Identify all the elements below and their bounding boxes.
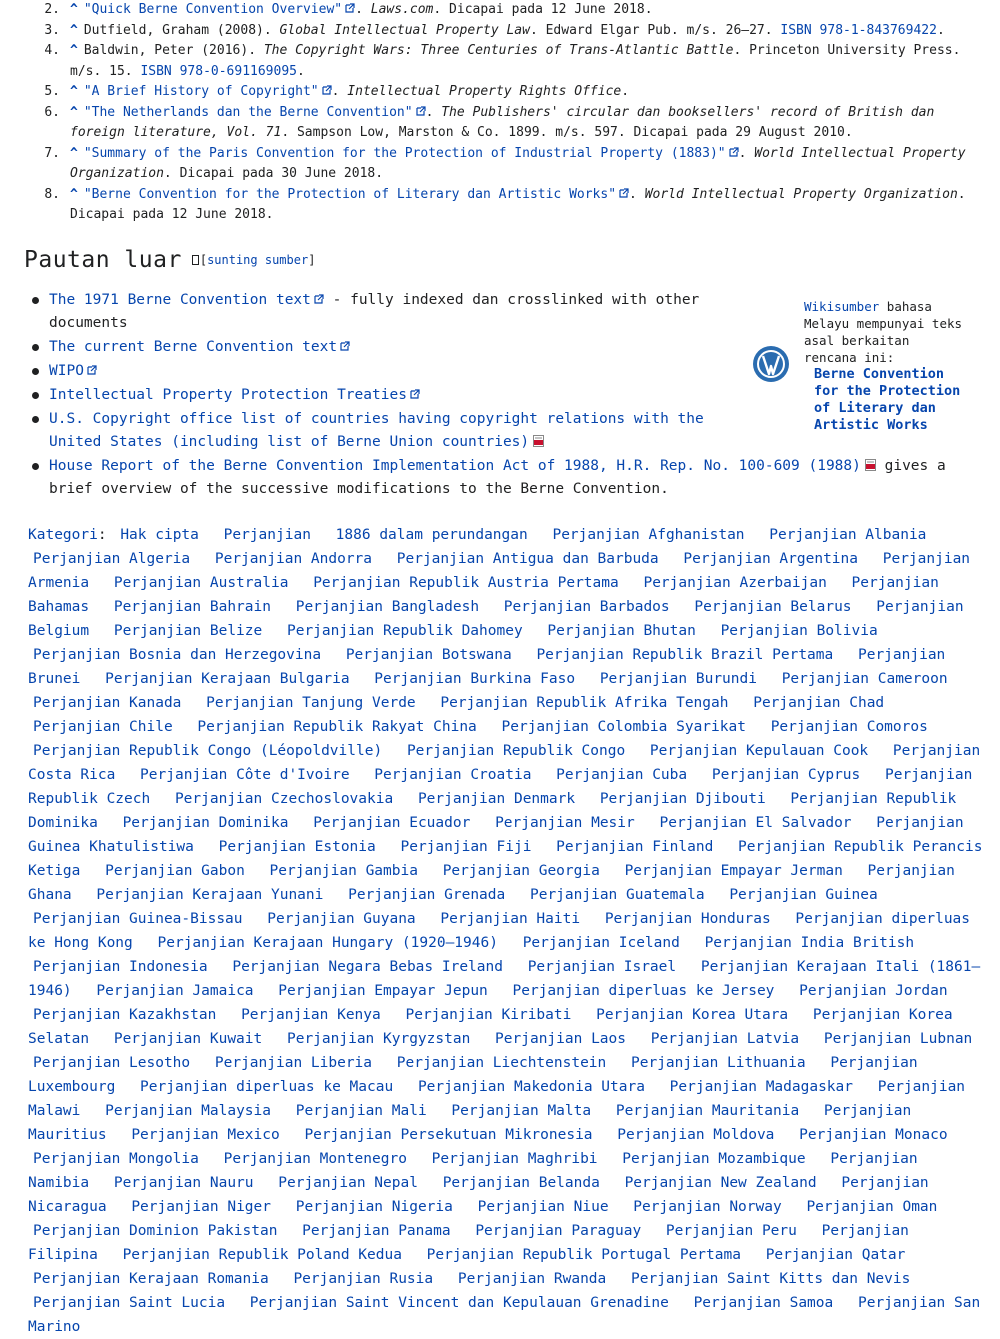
category-link[interactable]: Perjanjian Lithuania [631, 1055, 806, 1071]
category-link[interactable]: Perjanjian Panama [302, 1223, 451, 1239]
category-link[interactable]: Perjanjian Cameroon [781, 671, 948, 687]
category-link[interactable]: Perjanjian Latvia [650, 1031, 800, 1047]
category-link[interactable]: Perjanjian [223, 527, 311, 543]
reference-text: . Princeton University Press. m/s. 15. [70, 43, 961, 79]
category-link[interactable]: Perjanjian Filipina [28, 1223, 909, 1263]
category-link[interactable]: Perjanjian Mesir [495, 815, 635, 831]
category-link[interactable]: Perjanjian Georgia [442, 863, 600, 879]
category-link[interactable]: Perjanjian Oman [806, 1199, 938, 1215]
external-link-icon [345, 3, 355, 13]
category-link[interactable]: Perjanjian Kyrgyzstan [286, 1031, 471, 1047]
external-link-icon [322, 85, 332, 95]
reference-number: 2. [44, 2, 60, 17]
reference-link[interactable]: "A Brief History of Copyright" [84, 84, 332, 99]
external-link[interactable]: WIPO [49, 363, 97, 379]
category-link[interactable]: Perjanjian Honduras [604, 911, 771, 927]
category-link[interactable]: Perjanjian Saint Lucia [33, 1295, 226, 1311]
reference-text: . Dicapai pada 12 June 2018. [70, 186, 966, 222]
reference-item [0, 0, 990, 21]
category-link[interactable]: Perjanjian Montenegro [223, 1151, 407, 1167]
category-link[interactable]: Perjanjian Ghana [28, 863, 955, 903]
category-link[interactable]: Perjanjian Nepal [278, 1175, 418, 1191]
category-link[interactable]: Perjanjian Mongolia [33, 1151, 199, 1167]
edit-source-link[interactable]: sunting sumber [207, 253, 309, 267]
category-link[interactable]: Perjanjian Kanada [33, 695, 182, 711]
category-link[interactable]: Perjanjian Malawi [28, 1079, 966, 1119]
category-link[interactable]: Perjanjian Chad [753, 695, 885, 711]
backlink-caret[interactable]: ^ [70, 2, 78, 17]
category-link[interactable]: Perjanjian Kerajaan Bulgaria [105, 671, 350, 687]
category-link[interactable]: Perjanjian Jamaica [96, 983, 254, 999]
pdf-icon [865, 459, 876, 471]
reference-number: 4. [44, 43, 60, 58]
category-link[interactable]: Perjanjian Saint Kitts dan Nevis [631, 1271, 911, 1287]
reference-text: . [621, 84, 630, 99]
category-link[interactable]: Perjanjian Republik Dominika [28, 791, 957, 831]
section-heading [24, 247, 315, 273]
wikisource-title-link[interactable]: Berne Convention for the Protection of Literary dan Artistic Works [814, 366, 961, 433]
external-link[interactable]: U.S. Copyright office list of countries having copyright relations with the United States (including list of Berne Union countries) [49, 411, 704, 450]
category-link[interactable]: Perjanjian Rwanda [457, 1271, 607, 1287]
category-link[interactable]: Perjanjian Niue [477, 1199, 609, 1215]
category-link[interactable]: Perjanjian diperluas ke Hong Kong [28, 911, 971, 951]
category-link[interactable]: Perjanjian Rusia [293, 1271, 434, 1287]
category-link[interactable]: Perjanjian Haiti [440, 911, 581, 927]
category-link[interactable]: Perjanjian Ecuador [313, 815, 471, 831]
category-link[interactable]: Perjanjian Republik Congo [406, 743, 626, 759]
category-link[interactable]: Perjanjian Belize [113, 623, 263, 639]
reference-link[interactable]: "Berne Convention for the Protection of Literary dan Artistic Works" [84, 187, 629, 202]
category-link[interactable]: Perjanjian Lesotho [33, 1055, 191, 1071]
category-link[interactable]: Perjanjian Grenada [348, 887, 506, 903]
category-link[interactable]: Perjanjian Gabon [105, 863, 245, 879]
category-link[interactable]: Perjanjian Colombia Syarikat [501, 719, 746, 735]
references-list [0, 0, 990, 226]
category-link[interactable]: Perjanjian Mali [295, 1103, 427, 1119]
category-link[interactable]: Perjanjian Israel [527, 959, 677, 975]
reference-publication: The Publishers' circular dan booksellers' record of British dan foreign literature, Vol. 71 [70, 104, 935, 140]
category-link[interactable]: Perjanjian Bhutan [547, 623, 696, 639]
reference-link[interactable]: "Quick Berne Convention Overview" [84, 2, 355, 17]
category-link[interactable]: Perjanjian Nicaragua [28, 1175, 929, 1215]
reference-text: Dutfield, Graham (2008). [83, 22, 280, 38]
category-link[interactable]: Perjanjian Nigeria [295, 1199, 453, 1215]
backlink-caret[interactable]: ^ [70, 186, 78, 202]
category-link[interactable]: Perjanjian Czechoslovakia [174, 791, 394, 807]
category-link[interactable]: Perjanjian Finland [556, 839, 714, 855]
edit-bracket-close: ] [308, 253, 316, 267]
category-link[interactable]: Perjanjian Republik Congo (Léopoldville) [33, 743, 383, 759]
category-link[interactable]: Perjanjian Kuwait [113, 1031, 263, 1047]
category-link[interactable]: Perjanjian Australia [113, 575, 289, 591]
category-link[interactable]: Perjanjian Comoros [770, 719, 928, 735]
reference-text: . Sampson Low, Marston & Co. 1899. m/s. 597. Dicapai pada 29 August 2010. [281, 125, 853, 140]
reference-item [0, 144, 990, 185]
category-link[interactable]: Perjanjian Kazakhstan [33, 1007, 217, 1023]
category-link[interactable]: Perjanjian Liberia [214, 1055, 373, 1071]
category-link[interactable]: Perjanjian Persekutuan Mikronesia [304, 1127, 593, 1143]
reference-text: . [331, 84, 348, 99]
external-link-item [30, 455, 970, 501]
category-link[interactable]: Perjanjian Guinea-Bissau [33, 911, 243, 927]
reference-item [0, 185, 990, 226]
category-link[interactable]: Perjanjian Republik Brazil Pertama [536, 647, 834, 663]
category-link[interactable]: Perjanjian Estonia [218, 839, 376, 855]
category-link[interactable]: Perjanjian Korea Utara [596, 1007, 789, 1023]
category-link[interactable]: Perjanjian Croatia [374, 767, 532, 783]
category-link[interactable]: Perjanjian Mauritius [28, 1103, 912, 1143]
category-link[interactable]: Perjanjian Azerbaijan [643, 575, 827, 591]
category-link[interactable]: Perjanjian Maghribi [431, 1151, 598, 1167]
category-link[interactable]: Perjanjian Republik Perancis Ketiga [28, 839, 983, 879]
category-link[interactable]: Perjanjian Laos [495, 1031, 626, 1047]
category-link[interactable]: Perjanjian Bahamas [28, 575, 939, 615]
category-link[interactable]: Perjanjian Nauru [113, 1175, 254, 1191]
category-link[interactable]: Perjanjian Empayar Jerman [624, 863, 843, 879]
backlink-caret[interactable]: ^ [70, 145, 78, 161]
category-link[interactable]: Hak cipta [120, 527, 199, 543]
categories-label[interactable]: Kategori [28, 527, 98, 543]
category-link[interactable]: Perjanjian Guatemala [529, 887, 705, 903]
external-link[interactable]: House Report of the Berne Convention Implementation Act of 1988, H.R. Rep. No. 100-609 (1988) [49, 458, 876, 474]
category-link[interactable]: Perjanjian Republik Czech [28, 767, 973, 807]
category-link[interactable]: 1886 dalam perundangan [335, 527, 528, 543]
category-link[interactable]: Perjanjian Andorra [214, 551, 373, 567]
external-link-icon [729, 147, 739, 157]
category-link[interactable]: Perjanjian Jordan [799, 983, 948, 999]
backlink-caret[interactable]: ^ [70, 22, 78, 38]
reference-link[interactable]: ISBN 978-0-691169095 [140, 63, 297, 79]
reference-text: . [629, 186, 645, 202]
category-link[interactable]: Perjanjian Belanda [442, 1175, 600, 1191]
reference-number: 6. [44, 104, 60, 120]
category-link[interactable]: Perjanjian Belarus [694, 599, 852, 615]
reference-number: 5. [44, 84, 60, 99]
category-link[interactable]: Perjanjian Botswana [345, 647, 512, 663]
category-link[interactable]: Perjanjian Burkina Faso [374, 671, 576, 687]
category-link[interactable]: Perjanjian Saint Vincent dan Kepulauan Grenadine [249, 1295, 669, 1311]
category-link[interactable]: Perjanjian Republik Rakyat China [197, 719, 477, 735]
reference-item [0, 82, 990, 103]
category-link[interactable]: Perjanjian San Marino [28, 1295, 981, 1335]
reference-number: 8. [44, 186, 60, 202]
category-link[interactable]: Perjanjian Republik Dahomey [286, 623, 523, 639]
category-link[interactable]: Perjanjian Liechtenstein [396, 1055, 607, 1071]
reference-link[interactable]: ISBN 978-1-843769422 [780, 22, 937, 38]
external-link-icon [340, 341, 350, 351]
category-link[interactable]: Perjanjian Antigua dan Barbuda [396, 551, 659, 567]
edit-section [192, 253, 316, 267]
reference-item [0, 41, 990, 82]
category-link[interactable]: Perjanjian Kerajaan Hungary (1920–1946) [157, 935, 498, 951]
external-link-icon [314, 294, 324, 304]
external-link-icon [619, 188, 629, 198]
category-link[interactable]: Perjanjian Tanjung Verde [206, 695, 416, 711]
edit-icon [192, 255, 199, 265]
category-link[interactable]: Perjanjian Makedonia Utara [417, 1079, 645, 1095]
reference-number: 3. [44, 22, 60, 38]
category-link[interactable]: Perjanjian Gambia [269, 863, 418, 879]
category-link[interactable]: Perjanjian Barbados [503, 599, 670, 615]
category-link[interactable]: Perjanjian Kerajaan Itali (1861–1946) [28, 959, 981, 999]
category-link[interactable]: Perjanjian Lubnan [823, 1031, 973, 1047]
reference-text: . Dicapai pada 12 June 2018. [433, 2, 653, 17]
category-link[interactable]: Perjanjian Namibia [28, 1151, 918, 1191]
category-links [28, 523, 988, 1339]
category-link[interactable]: Perjanjian Monaco [799, 1127, 948, 1143]
external-link-desc: - fully indexed dan crosslinked with other documents [49, 292, 700, 331]
category-link[interactable]: Perjanjian Côte d'Ivoire [140, 767, 350, 783]
category-link[interactable]: Perjanjian Mozambique [622, 1151, 806, 1167]
wikisource-desc: bahasa Melayu mempunyai teks asal berkaitan rencana ini: [804, 299, 963, 365]
reference-link[interactable]: "Summary of the Paris Convention for the Protection of Industrial Property (1883)" [84, 146, 739, 161]
category-link[interactable]: Perjanjian Cyprus [711, 767, 861, 783]
wikisource-text [804, 298, 964, 434]
category-link[interactable]: Perjanjian Paraguay [475, 1223, 642, 1239]
category-link[interactable]: Perjanjian Norway [633, 1199, 782, 1215]
category-link[interactable]: Perjanjian Brunei [28, 647, 946, 687]
reference-text: . [738, 145, 755, 161]
reference-publication: World Intellectual Property Organization [644, 186, 958, 202]
reference-number: 7. [44, 145, 60, 161]
category-link[interactable]: Perjanjian Indonesia [33, 959, 208, 975]
external-link-icon [87, 365, 97, 375]
reference-item [0, 21, 990, 42]
category-link[interactable]: Perjanjian Chile [33, 719, 173, 735]
category-link[interactable]: Perjanjian El Salvador [659, 815, 852, 831]
category-link[interactable]: Perjanjian Kenya [241, 1007, 381, 1023]
category-link[interactable]: Perjanjian Republik Poland Kedua [122, 1247, 402, 1263]
wikisource-link[interactable]: Wikisumber [804, 299, 880, 314]
reference-text: . [936, 22, 945, 38]
reference-item [0, 103, 990, 144]
external-link[interactable]: The 1971 Berne Convention text [49, 292, 324, 308]
category-link[interactable]: Perjanjian Bolivia [720, 623, 878, 639]
reference-text: . Edward Elgar Pub. m/s. 26–27. [529, 22, 781, 38]
reference-publication: Laws.com [370, 2, 434, 17]
category-link[interactable]: Perjanjian Mexico [131, 1127, 280, 1143]
category-link[interactable]: Perjanjian Dominika [122, 815, 289, 831]
category-link[interactable]: Perjanjian New Zealand [624, 1175, 817, 1191]
external-link[interactable]: Intellectual Property Protection Treaties [49, 387, 420, 403]
category-link[interactable]: Perjanjian Empayar Jepun [278, 983, 488, 999]
category-link[interactable]: Perjanjian Kerajaan Yunani [96, 887, 324, 903]
category-link[interactable]: Perjanjian Cuba [556, 767, 688, 783]
reference-text: . [425, 104, 442, 120]
category-link[interactable]: Perjanjian Qatar [765, 1247, 906, 1263]
category-link[interactable]: Perjanjian diperluas ke Macau [140, 1079, 394, 1095]
category-link[interactable]: Perjanjian Bosnia dan Herzegovina [33, 647, 322, 663]
category-link[interactable]: Perjanjian Armenia [28, 551, 971, 591]
category-link[interactable]: Perjanjian Guinea Khatulistiwa [28, 815, 964, 855]
category-link[interactable]: Perjanjian Republik Portugal Pertama [426, 1247, 741, 1263]
category-link[interactable]: Perjanjian Algeria [33, 551, 191, 567]
category-link[interactable]: Perjanjian Burundi [599, 671, 757, 687]
category-link[interactable]: Perjanjian Djibouti [599, 791, 766, 807]
category-link[interactable]: Perjanjian diperluas ke Jersey [512, 983, 775, 999]
category-link[interactable]: Perjanjian India British [704, 935, 915, 951]
external-link-desc: gives a brief overview of the successive modifications to the Berne Convention. [49, 458, 946, 497]
reference-publication: World Intellectual Property Organization [70, 145, 966, 181]
backlink-caret[interactable]: ^ [70, 43, 78, 58]
backlink-caret[interactable]: ^ [70, 104, 78, 120]
category-link[interactable]: Perjanjian Fiji [400, 839, 532, 855]
category-link[interactable]: Perjanjian Republik Austria Pertama [313, 575, 619, 591]
category-link[interactable]: Perjanjian Moldova [617, 1127, 775, 1143]
category-link[interactable]: Perjanjian Kepulauan Cook [649, 743, 869, 759]
category-link[interactable]: Perjanjian Luxembourg [28, 1055, 918, 1095]
backlink-caret[interactable]: ^ [70, 84, 78, 99]
category-link[interactable]: Perjanjian Malaysia [105, 1103, 271, 1119]
reference-publication: Global Intellectual Property Law [279, 22, 530, 38]
reference-link[interactable]: "The Netherlands dan the Berne Convention" [84, 105, 426, 120]
category-link[interactable]: Perjanjian Iceland [522, 935, 680, 951]
categories-colon: : [97, 527, 107, 543]
category-link[interactable]: Perjanjian Guinea [729, 887, 878, 903]
reference-text: Baldwin, Peter (2016). [83, 43, 264, 58]
reference-publication: Intellectual Property Rights Office [347, 84, 622, 99]
category-link[interactable]: Perjanjian Bahrain [113, 599, 271, 615]
pdf-icon [533, 435, 544, 447]
category-link[interactable]: Perjanjian Denmark [417, 791, 576, 807]
category-link[interactable]: Perjanjian Mauritania [615, 1103, 800, 1119]
category-link[interactable]: Perjanjian Kerajaan Romania [33, 1271, 269, 1287]
reference-text: . [355, 2, 371, 17]
category-link[interactable]: Perjanjian Niger [131, 1199, 271, 1215]
category-link[interactable]: Perjanjian Dominion Pakistan [33, 1223, 278, 1239]
section-title: Pautan luar [24, 247, 182, 273]
category-link[interactable]: Perjanjian Republik Afrika Tengah [440, 695, 729, 711]
wikisource-logo-icon [752, 344, 790, 384]
category-link[interactable]: Perjanjian Afghanistan [552, 527, 745, 543]
external-link[interactable]: The current Berne Convention text [49, 339, 350, 355]
external-link-icon [410, 389, 420, 399]
reference-text: . [297, 63, 305, 79]
category-link[interactable]: Perjanjian Kiribati [405, 1007, 572, 1023]
category-link[interactable]: Perjanjian Negara Bebas Ireland [232, 959, 503, 975]
category-link[interactable]: Perjanjian Korea Selatan [28, 1007, 953, 1047]
category-link[interactable]: Perjanjian Argentina [683, 551, 858, 567]
category-link[interactable]: Perjanjian Malta [451, 1103, 592, 1119]
category-link[interactable]: Perjanjian Guyana [267, 911, 416, 927]
external-link-icon [416, 106, 426, 116]
category-link[interactable]: Perjanjian Albania [769, 527, 927, 543]
category-link[interactable]: Perjanjian Belgium [28, 599, 964, 639]
reference-publication: The Copyright Wars: Three Centuries of Trans-Atlantic Battle [263, 43, 734, 58]
category-link[interactable]: Perjanjian Costa Rica [28, 743, 981, 783]
category-link[interactable]: Perjanjian Bangladesh [295, 599, 480, 615]
category-link[interactable]: Perjanjian Samoa [693, 1295, 834, 1311]
edit-bracket-open: [ [199, 253, 208, 267]
reference-text: . Dicapai pada 30 June 2018. [163, 166, 384, 181]
category-link[interactable]: Perjanjian Peru [665, 1223, 797, 1239]
category-link[interactable]: Perjanjian Madagaskar [669, 1079, 853, 1095]
